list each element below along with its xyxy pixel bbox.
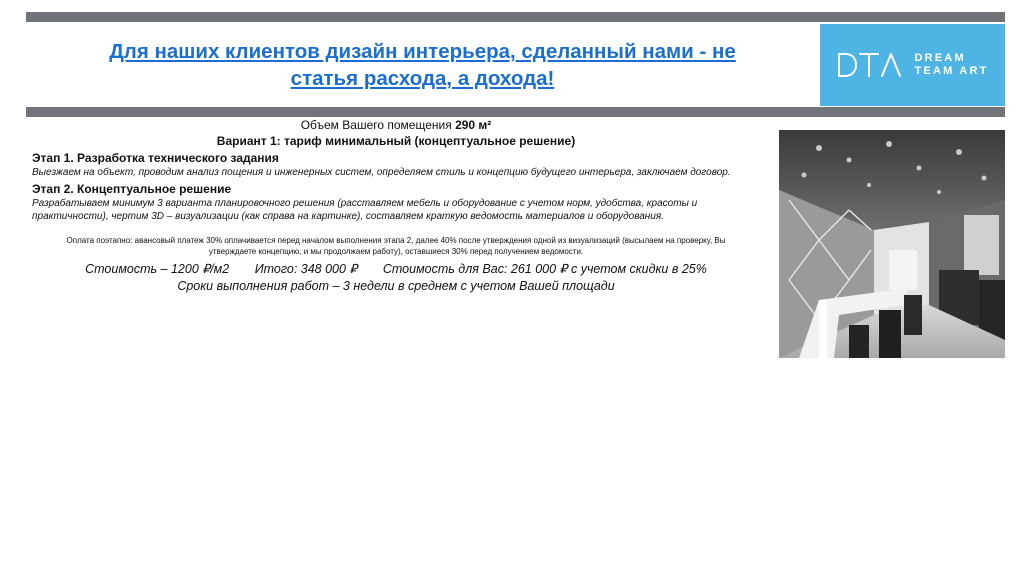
bottom-divider-bar bbox=[26, 107, 1005, 117]
room-volume-value: 290 м² bbox=[455, 118, 492, 132]
tariff-variant: Вариант 1: тариф минимальный (концептуальное решение) bbox=[216, 134, 576, 148]
logo bbox=[820, 24, 1005, 106]
dta-logo-mark-icon bbox=[836, 51, 902, 79]
logo-line-1: DREAM bbox=[914, 52, 966, 64]
interior-render-image bbox=[779, 130, 1005, 358]
cost-per-m2: Стоимость – 1200 ₽/м2 bbox=[85, 261, 230, 276]
room-volume-label: Объем Вашего помещения bbox=[300, 118, 452, 132]
stage-2-description: Разрабатываем минимум 3 варианта планировочного решения (расставляем мебель и оборудование с учетом норм, удобства, красоты и практичности), чертим 3D – визуализации (как справа на картинке), составляем краткую ведомость материалов и оборудования. bbox=[32, 197, 698, 222]
room-volume bbox=[32, 118, 760, 133]
logo-line-2: TEAM ART bbox=[914, 65, 989, 77]
stage-2-title: Этап 2. Концептуальное решение bbox=[32, 181, 232, 196]
payment-terms: Оплата поэтапно: авансовый платеж 30% оплачивается перед началом выполнения этапа 2, далее 40% после утверждения одной из визуализаций (высылаем на проверку, Вы утверждаете концепцию, и мы продолжаем работу), оставшиеся 30% перед получением ведомости. bbox=[66, 235, 726, 256]
logo-wordmark bbox=[914, 52, 988, 78]
title-line-2: статья расхода, а дохода! bbox=[290, 67, 555, 90]
total-cost: Итого: 348 000 ₽ bbox=[254, 261, 358, 276]
offer-content bbox=[32, 118, 760, 294]
top-divider-bar bbox=[26, 12, 1005, 22]
project-deadline: Сроки выполнения работ – 3 недели в среднем с учетом Вашей площади bbox=[177, 278, 615, 293]
discounted-cost: Стоимость для Вас: 261 000 ₽ с учетом скидки в 25% bbox=[382, 261, 707, 276]
page-title bbox=[26, 38, 819, 92]
title-line-1: Для наших клиентов дизайн интерьера, сделанный нами - не bbox=[109, 40, 736, 63]
stage-1-title: Этап 1. Разработка технического задания bbox=[32, 151, 279, 165]
cost-summary bbox=[32, 261, 760, 278]
stage-1-description: Выезжаем на объект, проводим анализ пощения и инженерных систем, определяем стиль и концепцию будущего интерьера, заключаем договор. bbox=[32, 167, 731, 178]
